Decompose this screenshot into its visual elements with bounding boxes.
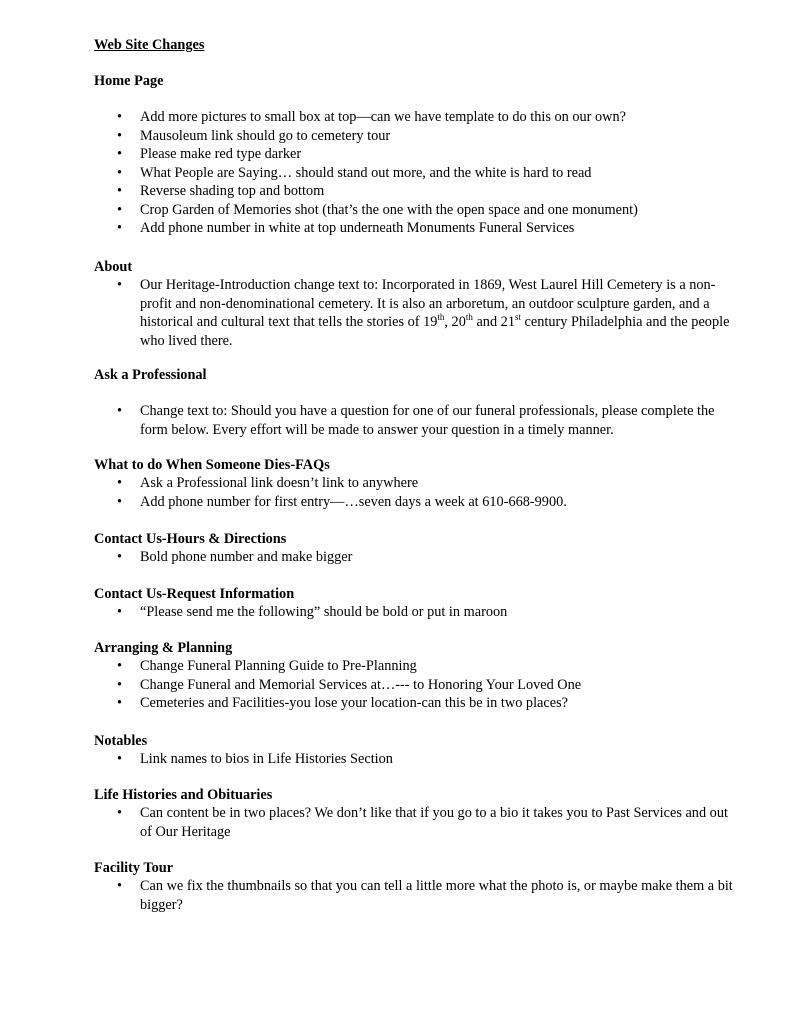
arranging-planning-list (0, 657, 791, 713)
section-heading-about: About (94, 259, 133, 275)
life-histories-list (0, 804, 791, 841)
section-heading-contact-hours: Contact Us-Hours & Directions (94, 531, 287, 547)
notables-list (0, 750, 791, 769)
section-heading-faqs: What to do When Someone Dies-FAQs (94, 457, 330, 473)
list-item: • Bold phone number and make bigger (0, 548, 740, 567)
section-heading-arranging-planning: Arranging & Planning (94, 640, 233, 656)
list-item (0, 276, 740, 350)
list-item: • Change Funeral Planning Guide to Pre-Planning (0, 657, 740, 676)
list-item: • Change Funeral and Memorial Services at…--- to Honoring Your Loved One (0, 676, 740, 695)
home-page-list (0, 108, 791, 238)
list-item: • Crop Garden of Memories shot (that’s the one with the open space and one monument) (0, 201, 740, 220)
ordinal-suffix: th (437, 312, 445, 323)
contact-hours-list (0, 548, 791, 567)
about-text-part: , 20 (444, 314, 466, 330)
list-item: • Change text to: Should you have a question for one of our funeral professionals, please complete the form below. Every effort will be made to answer your question in a timely manner. (0, 402, 740, 439)
list-item: • Ask a Professional link doesn’t link to anywhere (0, 474, 740, 493)
list-item: • Link names to bios in Life Histories Section (0, 750, 740, 769)
section-heading-facility-tour: Facility Tour (94, 860, 174, 876)
about-text-part: and 21 (472, 314, 515, 330)
ordinal-suffix: th (465, 312, 473, 323)
section-heading-contact-request: Contact Us-Request Information (94, 586, 295, 602)
facility-tour-list (0, 877, 791, 914)
list-item: • Can we fix the thumbnails so that you can tell a little more what the photo is, or maybe make them a bit bigger? (0, 877, 740, 914)
section-heading-ask-a-professional: Ask a Professional (94, 367, 207, 383)
faqs-list (0, 474, 791, 511)
list-item: • Reverse shading top and bottom (0, 182, 740, 201)
section-heading-home-page: Home Page (94, 73, 164, 89)
section-heading-life-histories: Life Histories and Obituaries (94, 787, 273, 803)
section-heading-notables: Notables (94, 733, 148, 749)
list-item: • Mausoleum link should go to cemetery tour (0, 127, 740, 146)
about-list (0, 276, 791, 350)
list-item: • “Please send me the following” should be bold or put in maroon (0, 603, 740, 622)
list-item: • Add phone number for first entry—…seven days a week at 610-668-9900. (0, 493, 740, 512)
list-item: • Can content be in two places? We don’t like that if you go to a bio it takes you to Past Services and out of Our Heritage (0, 804, 740, 841)
contact-request-list (0, 603, 791, 622)
ask-a-professional-list (0, 402, 791, 439)
ordinal-suffix: st (514, 312, 521, 323)
list-item: • What People are Saying… should stand out more, and the white is hard to read (0, 164, 740, 183)
list-item: • Add phone number in white at top underneath Monuments Funeral Services (0, 219, 740, 238)
about-text-part: century Philadelphia and the people who lived there. (140, 314, 730, 349)
list-item: • Cemeteries and Facilities-you lose your location-can this be in two places? (0, 694, 740, 713)
document-title: Web Site Changes (94, 37, 205, 53)
list-item: • Please make red type darker (0, 145, 740, 164)
about-text-part: Our Heritage-Introduction change text to: Incorporated in 1869, West Laurel Hill Cemetery is a non-profit and non-denominational cemetery. It is also an arboretum, an outdoor sculpture garden, and a historical and cultural text that tells the stories of 19 (140, 277, 716, 330)
list-item: • Add more pictures to small box at top—can we have template to do this on our own? (0, 108, 740, 127)
